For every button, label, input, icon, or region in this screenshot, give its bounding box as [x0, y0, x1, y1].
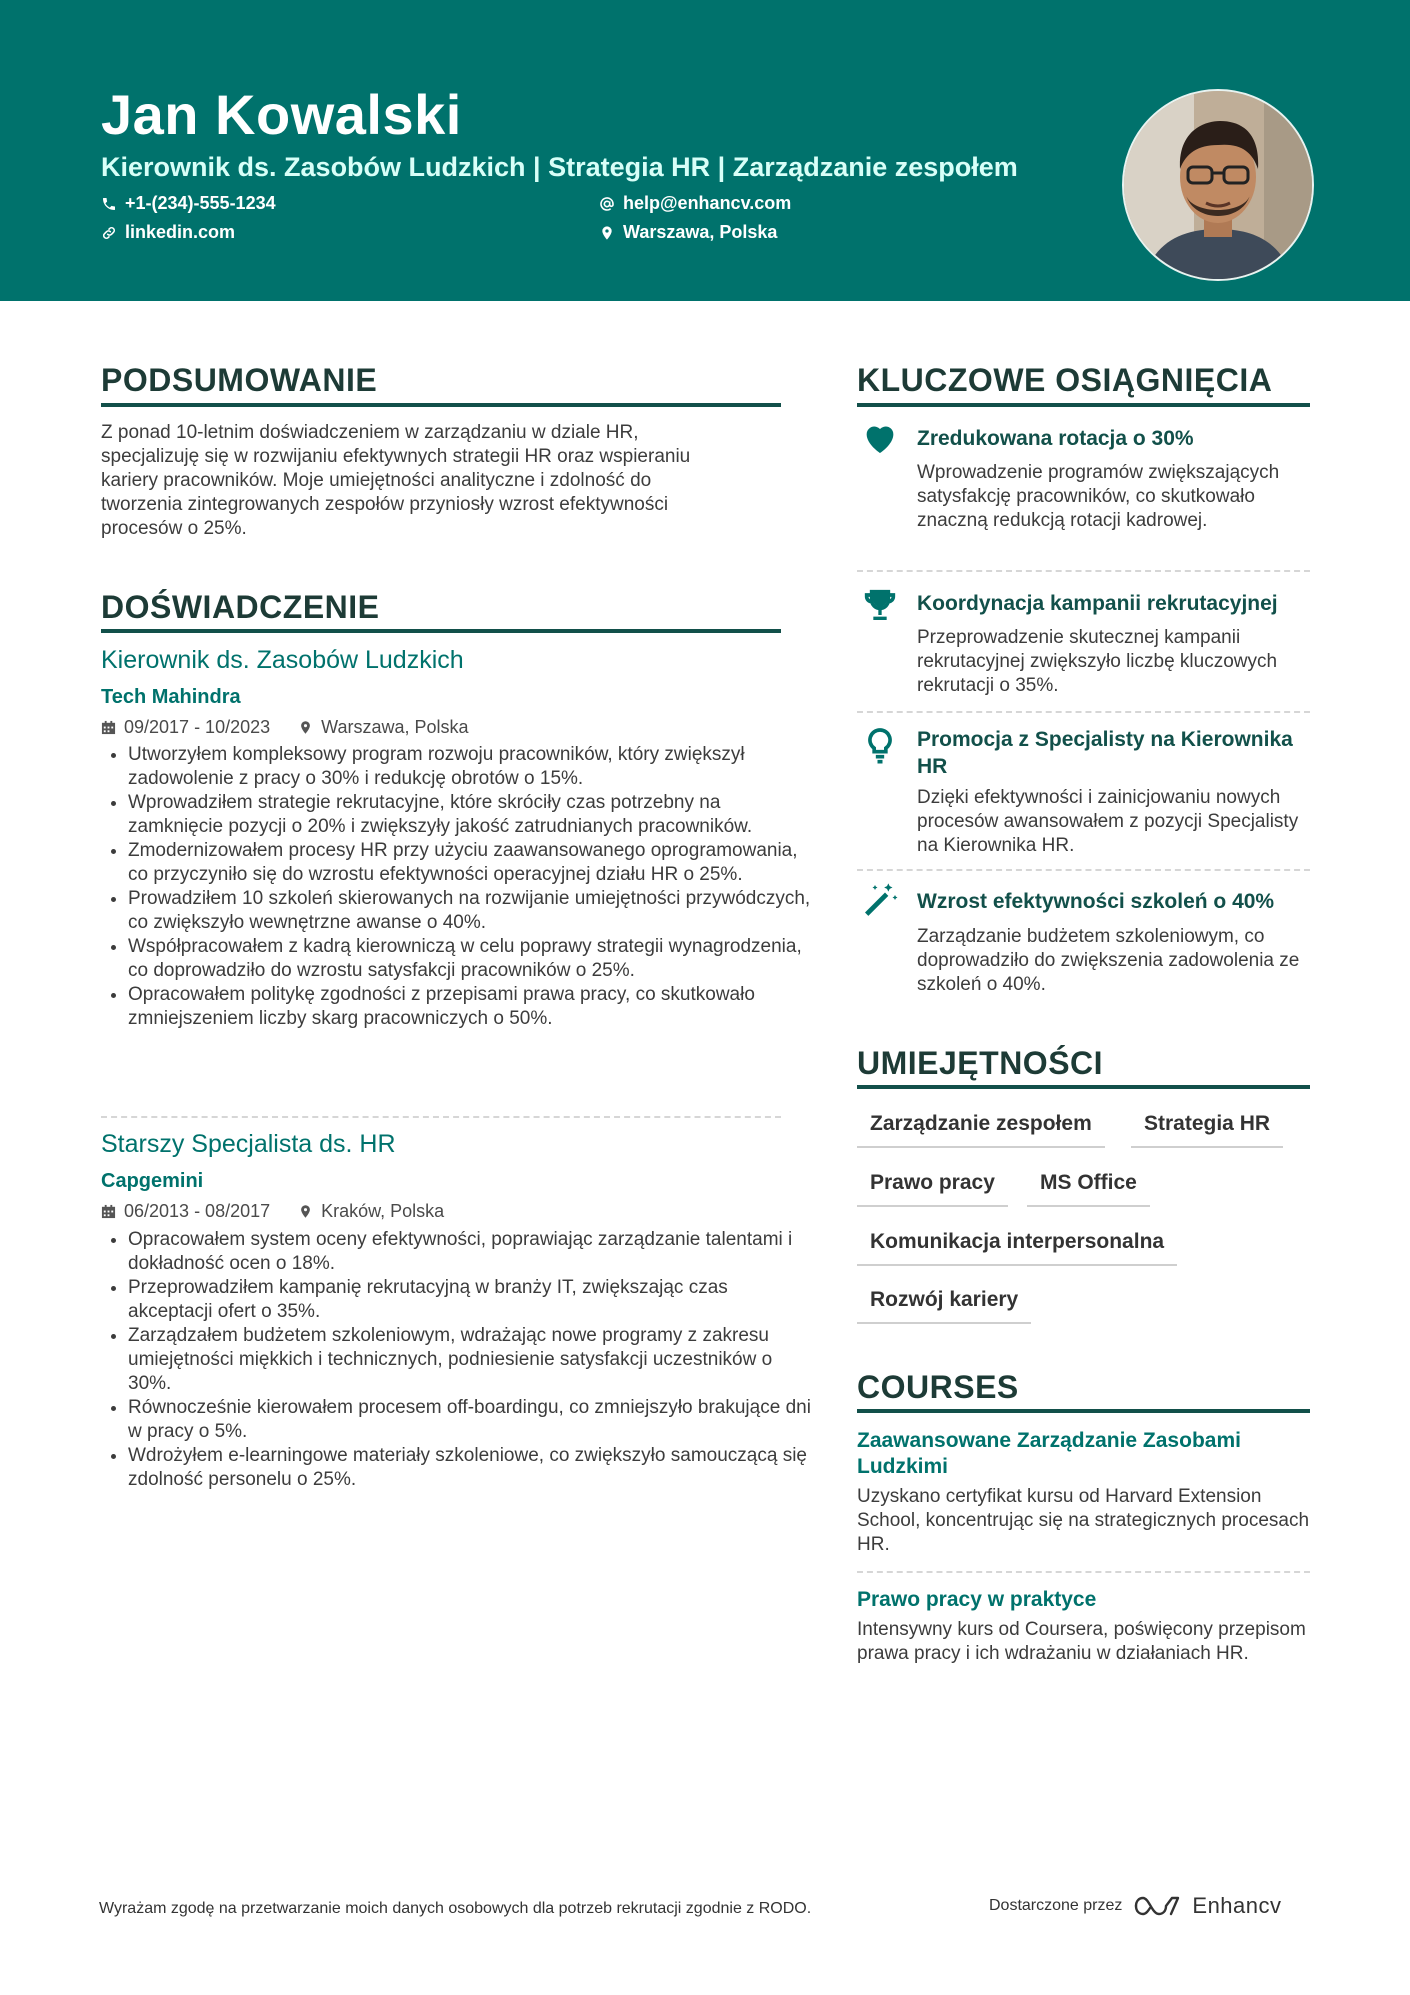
heart-icon [860, 418, 900, 458]
job-bullet: • Opracowałem politykę zgodności z przepisami prawa pracy, co skutkowało zmniejszeniem liczby skarg pracowniczych o 50%. [128, 983, 814, 1031]
consent-text: Wyrażam zgodę na przetwarzanie moich danych osobowych dla potrzeb rekrutacji zgodnie z RODO. [99, 1900, 812, 1917]
location-text: Warszawa, Polska [623, 222, 778, 242]
skills-section-title: UMIEJĘTNOŚCI [857, 1045, 1104, 1081]
summary-section-title: PODSUMOWANIE [101, 362, 378, 398]
achievement-title: Wzrost efektywności szkoleń o 40% [917, 890, 1275, 913]
job-dates: 09/2017 - 10/2023 [124, 717, 271, 737]
job-company: Capgemini [101, 1170, 204, 1192]
phone-text[interactable]: +1-(234)-555-1234 [125, 193, 276, 213]
job-bullet: • Wdrożyłem e-learningowe materiały szkoleniowe, co zwiększyło samouczącą się zdolność personelu o 25%. [128, 1444, 814, 1492]
calendar-icon [101, 720, 116, 735]
job-bullet: • Utworzyłem kompleksowy program rozwoju pracowników, który zwiększył zadowolenie z pracy o 30% i redukcję obrotów o 15%. [128, 743, 814, 791]
summary-line: tworzenia zintegrowanych zespołów przyniosły wzrost efektywności [101, 494, 669, 515]
summary-line: specjalizuję się w rozwijaniu efektywnych strategii HR oraz wspieraniu [101, 446, 691, 467]
summary-text [101, 421, 791, 541]
job-bullets [101, 743, 814, 1031]
phone-icon [101, 196, 117, 212]
brand-name[interactable]: Enhancv [1192, 1893, 1282, 1918]
job-bullets [101, 1228, 814, 1492]
course-title: Zaawansowane Zarządzanie Zasobami Ludzkimi [857, 1429, 1241, 1478]
skill-tag: Rozwój kariery [857, 1288, 1031, 1324]
job-location: Warszawa, Polska [321, 717, 469, 737]
job-bullet: • Wprowadziłem strategie rekrutacyjne, które skróciły czas potrzebny na zamknięcie pozycji o 20% i zwiększyły jakość zatrudnianych pracowników. [128, 791, 814, 839]
achievement-title: Koordynacja kampanii rekrutacyjnej [917, 592, 1278, 615]
job-location: Kraków, Polska [321, 1201, 445, 1221]
summary-line: Z ponad 10-letnim doświadczeniem w zarządzaniu w dziale HR, [101, 422, 639, 443]
candidate-name: Jan Kowalski [101, 83, 462, 146]
achievement-divider [857, 869, 1310, 871]
skill-tag: Strategia HR [1131, 1112, 1283, 1148]
skill-tag: MS Office [1027, 1171, 1150, 1207]
summary-line: kariery pracowników. Moje umiejętności analityczne i zdolność do [101, 470, 652, 491]
contact-email [599, 193, 791, 214]
job-bullet: • Zmodernizowałem procesy HR przy użyciu zaawansowanego oprogramowania, co przyczyniło się do wzrostu efektywności operacyjnej działu HR o 25%. [128, 839, 814, 887]
achievement-divider [857, 711, 1310, 713]
contact-phone [101, 193, 276, 214]
magic-wand-icon [860, 880, 900, 920]
at-icon [599, 196, 615, 212]
skill-tag: Prawo pracy [857, 1171, 1008, 1207]
lightbulb-icon [860, 725, 900, 765]
job-bullet: • Współpracowałem z kadrą kierowniczą w celu poprawy strategii wynagrodzenia, co doprowadziło do wzrostu satysfakcji pracowników o 25%. [128, 935, 814, 983]
courses-rule [857, 1409, 1310, 1413]
linkedin-link[interactable]: linkedin.com [125, 222, 236, 242]
job-bullet: • Prowadziłem 10 szkoleń skierowanych na rozwijanie umiejętności przywódczych, co zwiększyło wewnętrzne awanse o 40%. [128, 887, 814, 935]
skill-tag: Zarządzanie zespołem [857, 1112, 1105, 1148]
achievements-rule [857, 403, 1310, 407]
job-dates: 06/2013 - 08/2017 [124, 1201, 271, 1221]
location-pin-icon [298, 720, 313, 735]
candidate-headline: Kierownik ds. Zasobów Ludzkich | Strategia HR | Zarządzanie zespołem [101, 152, 1018, 182]
contact-linkedin [101, 222, 235, 243]
job-title: Starszy Specjalista ds. HR [101, 1130, 396, 1158]
achievement-desc: Przeprowadzenie skutecznej kampanii rekrutacyjnej zwiększyło liczbę kluczowych rekrutacji o 35%. [917, 627, 1278, 696]
job-meta [101, 717, 469, 738]
summary-line: procesów o 25%. [101, 518, 247, 539]
header-banner [0, 0, 1410, 301]
achievements-section-title: KLUCZOWE OSIĄGNIĘCIA [857, 362, 1273, 398]
achievement-desc: Wprowadzenie programów zwiększających satysfakcję pracowników, co skutkowało znaczną redukcją rotacji kadrowej. [917, 462, 1280, 531]
achievement-title: Zredukowana rotacja o 30% [917, 427, 1194, 450]
achievement-divider [857, 570, 1310, 572]
skill-tag: Komunikacja interpersonalna [857, 1230, 1177, 1266]
course-divider [857, 1571, 1310, 1573]
courses-section-title: COURSES [857, 1369, 1019, 1405]
job-title: Kierownik ds. Zasobów Ludzkich [101, 646, 464, 674]
job-bullet: • Zarządzałem budżetem szkoleniowym, wdrażając nowe programy z zakresu umiejętności miękkich i technicznych, podniesienie satysfakcji uczestników o 30%. [128, 1324, 814, 1396]
job-bullet: • Opracowałem system oceny efektywności, poprawiając zarządzanie talentami i dokładność ocen o 18%. [128, 1228, 814, 1276]
summary-rule [101, 403, 781, 407]
enhancv-logo-icon [1134, 1894, 1180, 1918]
achievement-title: Promocja z Specjalisty na Kierownika HR [917, 728, 1293, 778]
experience-rule [101, 629, 781, 633]
experience-section-title: DOŚWIADCZENIE [101, 589, 380, 625]
calendar-icon [101, 1204, 116, 1219]
job-meta [101, 1201, 444, 1222]
course-desc: Intensywny kurs od Coursera, poświęcony przepisom prawa pracy i ich wdrażaniu w działaniach HR. [857, 1619, 1306, 1664]
course-desc: Uzyskano certyfikat kursu od Harvard Extension School, koncentrując się na strategicznych procesach HR. [857, 1486, 1310, 1555]
job-divider [101, 1116, 781, 1118]
trophy-icon [860, 585, 900, 625]
job-bullet: • Przeprowadziłem kampanię rekrutacyjną w branży IT, zwiększając czas akceptacji ofert o 35%. [128, 1276, 814, 1324]
profile-photo [1122, 89, 1314, 281]
skills-rule [857, 1085, 1310, 1089]
location-pin-icon [599, 225, 615, 241]
job-bullet: • Równocześnie kierowałem procesem off-boardingu, co zmniejszyło brakujące dni w pracy o 5%. [128, 1396, 814, 1444]
course-title: Prawo pracy w praktyce [857, 1588, 1097, 1611]
achievement-desc: Zarządzanie budżetem szkoleniowym, co doprowadziło do zwiększenia zadowolenia ze szkoleń o 40%. [917, 926, 1300, 995]
job-company: Tech Mahindra [101, 686, 241, 708]
powered-by [989, 1893, 1282, 1919]
location-pin-icon [298, 1204, 313, 1219]
achievement-desc: Dzięki efektywności i zainicjowaniu nowych procesów awansowałem z pozycji Specjalisty na Kierownika HR. [917, 787, 1299, 856]
link-icon [101, 225, 117, 241]
powered-by-label: Dostarczone przez [989, 1897, 1123, 1914]
email-link[interactable]: help@enhancv.com [623, 193, 792, 213]
contact-location [599, 222, 777, 243]
